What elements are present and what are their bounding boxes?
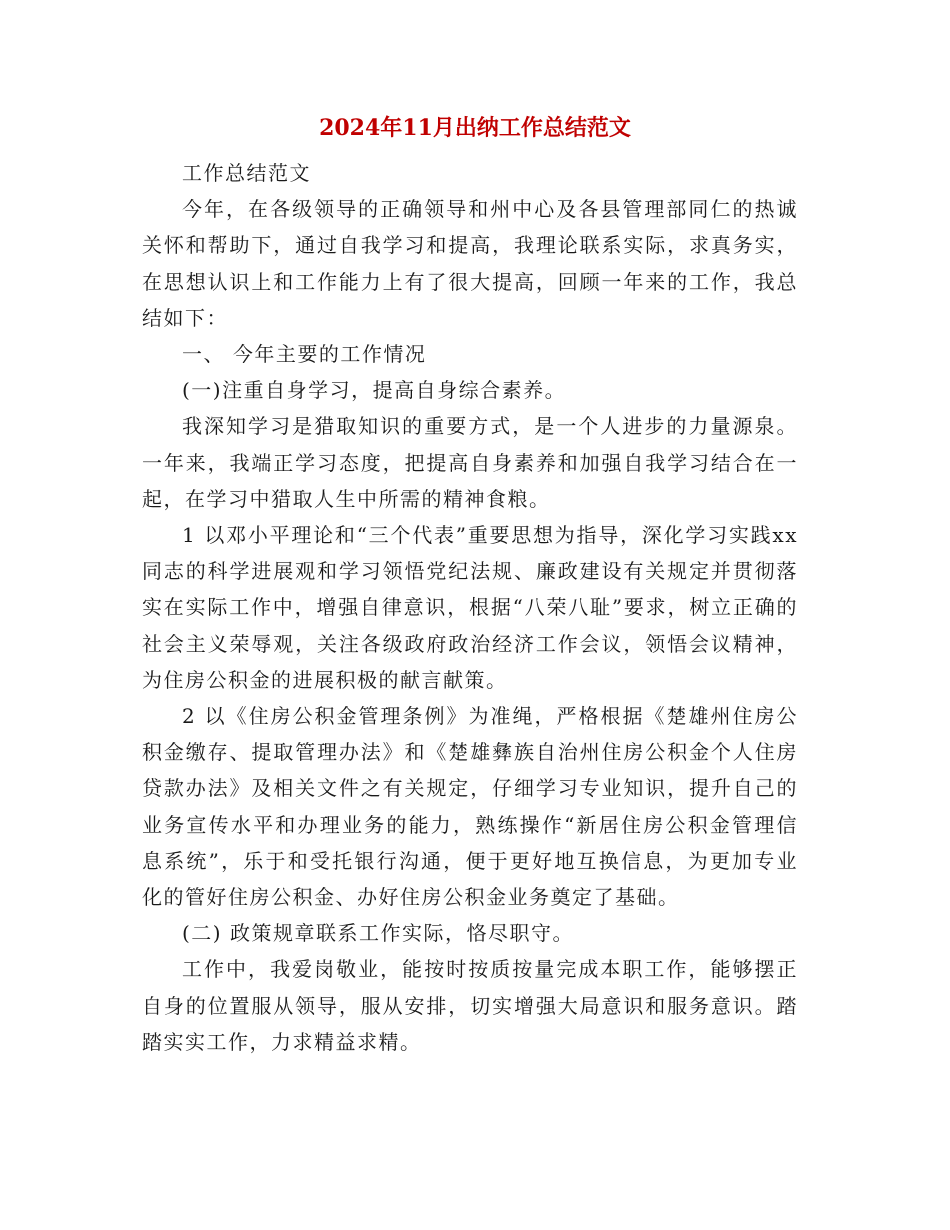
body-paragraph: 我深知学习是猎取知识的重要方式，是一个人进步的力量源泉。一年来，我端正学习态度，把提高自身素养和加强自我学习结合在一起，在学习中猎取人生中所需的精神食粮。 — [142, 414, 798, 511]
numbered-paragraph: 2 以《住房公积金管理条例》为准绳，严格根据《楚雄州住房公积金缴存、提取管理办法》和《楚雄彝族自治州住房公积金个人住房贷款办法》及相关文件之有关规定，仔细学习专业知识，提升自己的业务宣传水平和办理业务的能力，熟练操作“新居住房公积金管理信息系统”，乐于和受托银行沟通，便于更好地互换信息，为更加专业化的管好住房公积金、办好住房公积金业务奠定了基础。 — [142, 704, 798, 910]
body-paragraph: 工作中，我爱岗敬业，能按时按质按量完成本职工作，能够摆正自身的位置服从领导，服从安排，切实增强大局意识和服务意识。踏踏实实工作，力求精益求精。 — [142, 957, 798, 1054]
document-title: 2024年11月出纳工作总结范文 — [319, 115, 631, 141]
numbered-paragraph: 1 以邓小平理论和“三个代表”重要思想为指导，深化学习实践xx同志的科学进展观和学习领悟党纪法规、廉政建设有关规定并贯彻落实在实际工作中，增强自律意识，根据“八荣八耻”要求，树立正确的社会主义荣辱观，关注各级政府政治经济工作会议，领悟会议精神，为住房公积金的进展积极的献言献策。 — [142, 523, 798, 692]
subsection-heading: (二) 政策规章联系工作实际，恪尽职守。 — [182, 921, 574, 946]
subsection-heading: (一)注重自身学习，提高自身综合素养。 — [182, 378, 567, 403]
section-heading: 一、 今年主要的工作情况 — [182, 342, 427, 367]
subtitle-paragraph: 工作总结范文 — [182, 161, 311, 185]
intro-paragraph: 今年，在各级领导的正确领导和州中心及各县管理部同仁的热诚关怀和帮助下，通过自我学习和提高，我理论联系实际，求真务实，在思想认识上和工作能力上有了很大提高，回顾一年来的工作，我总结如下： — [142, 197, 798, 330]
document-body — [142, 155, 798, 1060]
